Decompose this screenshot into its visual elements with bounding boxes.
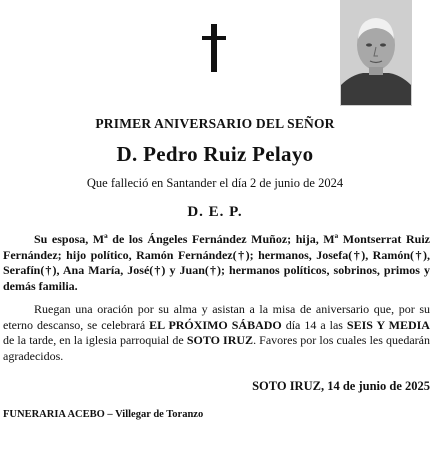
death-date-line: Que falleció en Santander el día 2 de junio de 2024 bbox=[86, 176, 344, 190]
prayer-text-4: . Favores por los cuales les quedarán agradecidos. bbox=[3, 333, 430, 363]
deceased-name: D. Pedro Ruiz Pelayo bbox=[116, 142, 314, 166]
prayer-paragraph bbox=[3, 302, 430, 364]
mass-time: SEIS Y MEDIA bbox=[346, 317, 430, 332]
latin-cross-icon bbox=[200, 24, 228, 72]
family-paragraph: Su esposa, Mª de los Ángeles Fernández Muñoz; hija, Mª Montserrat Ruiz Fernández; hijo político, Ramón Fernández(†); hermanos, Josefa(†), Ramón(†), Serafín(†), Ana María, José(†) y Juan(†); hermanos políticos, sobrinos, primos y demás familia. bbox=[3, 232, 430, 293]
anniversary-heading: PRIMER ANIVERSARIO DEL SEÑOR bbox=[95, 116, 335, 131]
rip-abbreviation: D. E. P. bbox=[187, 204, 243, 220]
mass-place: SOTO IRUZ bbox=[186, 333, 254, 347]
mass-day: EL PRÓXIMO SÁBADO bbox=[149, 317, 282, 332]
prayer-text-1: Ruegan una oración por su alma y asistan a la misa de aniversario que, por su eterno descanso, se celebrará bbox=[3, 302, 430, 332]
prayer-text-2: día 14 a las bbox=[281, 317, 347, 332]
prayer-text-3: de la tarde, en la iglesia parroquial de bbox=[3, 333, 187, 347]
place-date: SOTO IRUZ, 14 de junio de 2025 bbox=[252, 379, 430, 393]
funeral-home: FUNERARIA ACEBO – Villegar de Toranzo bbox=[3, 409, 204, 420]
deceased-portrait-photo bbox=[340, 0, 412, 106]
